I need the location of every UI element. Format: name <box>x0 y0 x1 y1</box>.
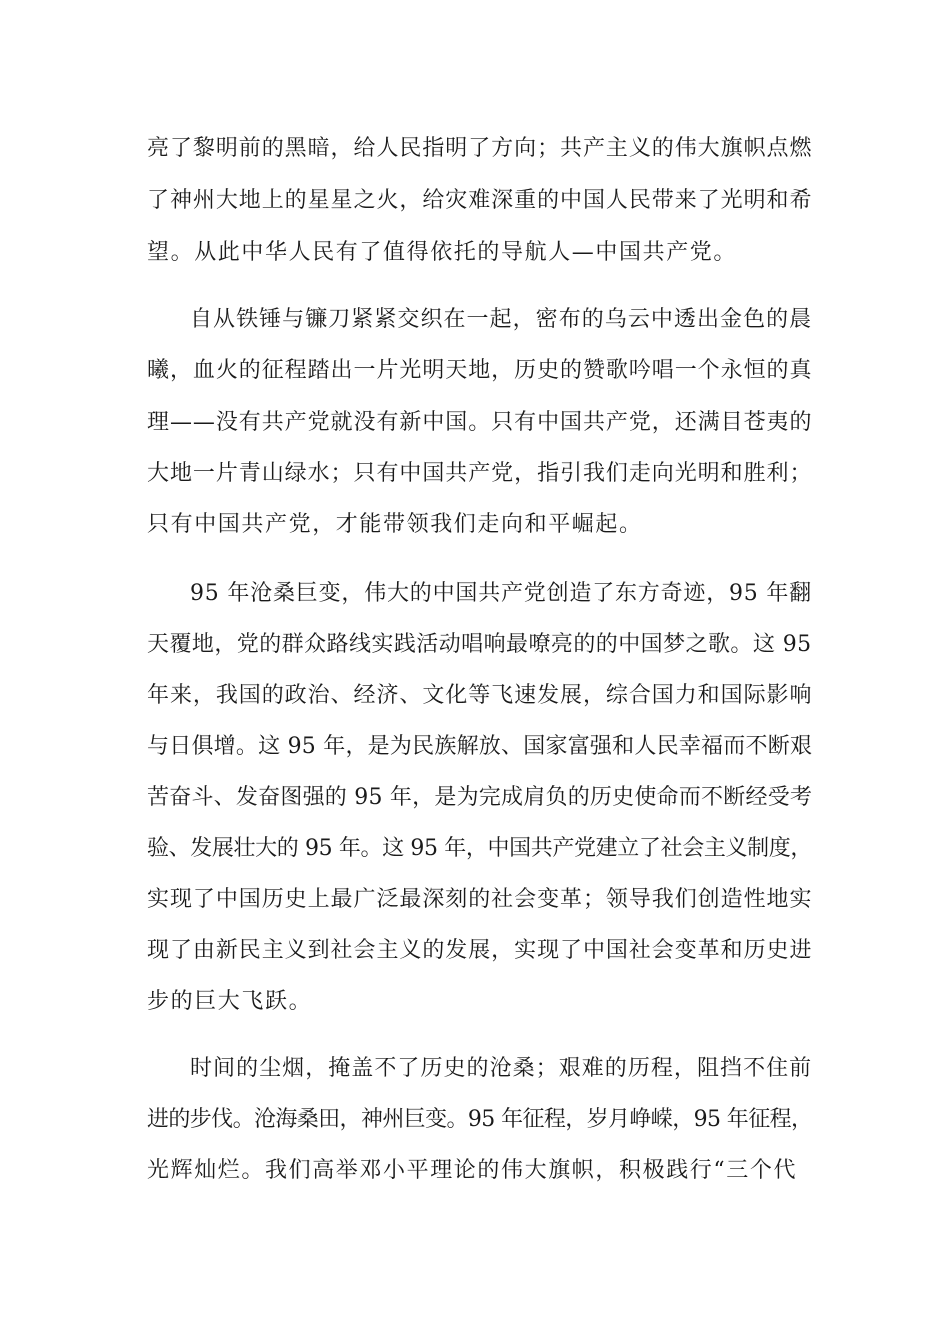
paragraph-3-line-9: 步的巨大飞跃。 <box>147 989 313 1014</box>
paragraph-2-line-1: 自从铁锤与镰刀紧紧交织在一起，密布的乌云中透出金色的晨 <box>190 307 813 332</box>
paragraph-4-line-3: 光辉灿烂。我们高举邓小平理论的伟大旗帜，积极践行“三个代 <box>147 1158 798 1183</box>
paragraph-2-line-2: 曦，血火的征程踏出一片光明天地，历史的赞歌吟唱一个永恒的真 <box>147 358 813 383</box>
paragraph-2-line-3: 理——没有共产党就没有新中国。只有中国共产党，还满目苍夷的 <box>147 410 813 435</box>
paragraph-2-line-4: 大地一片青山绿水；只有中国共产党，指引我们走向光明和胜利； <box>147 461 813 486</box>
paragraph-1-line-2: 了神州大地上的星星之火，给灾难深重的中国人民带来了光明和希 <box>147 188 813 213</box>
paragraph-3-line-7: 实现了中国历史上最广泛最深刻的社会变革；领导我们创造性地实 <box>147 887 813 912</box>
paragraph-3-line-8: 现了由新民主义到社会主义的发展，实现了中国社会变革和历史进 <box>147 938 813 963</box>
paragraph-3-line-4: 与日俱增。这 95 年，是为民族解放、国家富强和人民幸福而不断艰 <box>147 734 813 759</box>
paragraph-4-line-2: 进的步伐。沧海桑田，神州巨变。95 年征程，岁月峥嵘，95 年征程， <box>147 1107 813 1132</box>
paragraph-3-line-1: 95 年沧桑巨变，伟大的中国共产党创造了东方奇迹，95 年翻 <box>190 581 812 606</box>
paragraph-3-line-6: 验、发展壮大的 95 年。这 95 年，中国共产党建立了社会主义制度， <box>147 836 812 861</box>
paragraph-4-line-1: 时间的尘烟，掩盖不了历史的沧桑；艰难的历程，阻挡不住前 <box>190 1056 813 1081</box>
paragraph-3-line-5: 苦奋斗、发奋图强的 95 年，是为完成肩负的历史使命而不断经受考 <box>147 785 813 810</box>
paragraph-3-line-2: 天覆地，党的群众路线实践活动唱响最嘹亮的的中国梦之歌。这 95 <box>147 632 812 657</box>
paragraph-1-line-1: 亮了黎明前的黑暗，给人民指明了方向；共产主义的伟大旗帜点燃 <box>147 136 813 161</box>
paragraph-1-line-3: 望。从此中华人民有了值得依托的导航人—中国共产党。 <box>147 240 738 265</box>
paragraph-2-line-5: 只有中国共产党，才能带领我们走向和平崛起。 <box>147 512 643 537</box>
paragraph-3-line-3: 年来，我国的政治、经济、文化等飞速发展，综合国力和国际影响 <box>147 683 813 708</box>
